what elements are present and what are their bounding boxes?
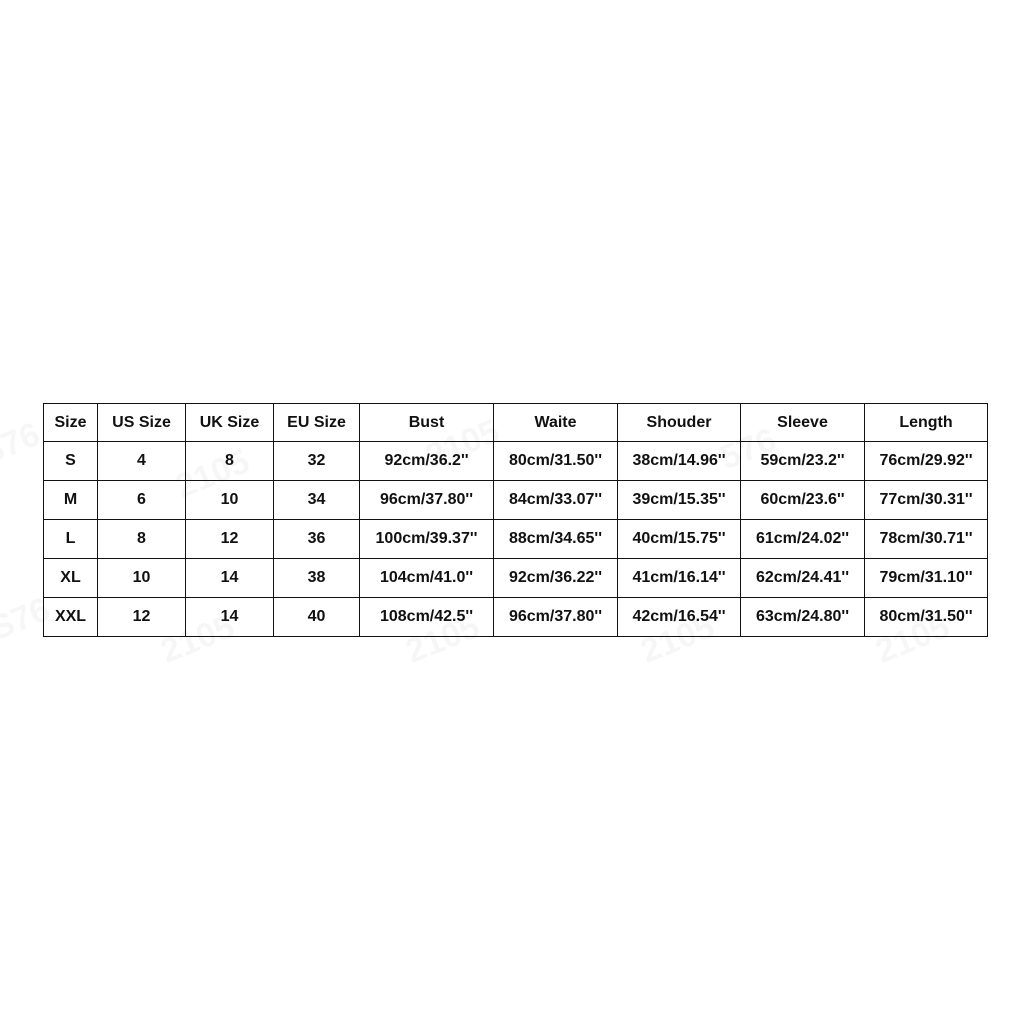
- size-chart-table: [43, 403, 988, 637]
- cell-size: XXL: [44, 598, 98, 637]
- cell-sleeve: 63cm/24.80'': [741, 598, 865, 637]
- cell-waist: 88cm/34.65'': [494, 520, 618, 559]
- cell-bust: 92cm/36.2'': [360, 442, 494, 481]
- cell-waist: 84cm/33.07'': [494, 481, 618, 520]
- cell-us-size: 6: [98, 481, 186, 520]
- cell-waist: 92cm/36.22'': [494, 559, 618, 598]
- table-header-row: [44, 404, 988, 442]
- table-row: [44, 481, 988, 520]
- header-eu-size: EU Size: [274, 404, 360, 442]
- header-sleeve: Sleeve: [741, 404, 865, 442]
- cell-eu-size: 36: [274, 520, 360, 559]
- cell-sleeve: 62cm/24.41'': [741, 559, 865, 598]
- cell-shoulder: 39cm/15.35'': [618, 481, 741, 520]
- header-size: Size: [44, 404, 98, 442]
- header-uk-size: UK Size: [186, 404, 274, 442]
- cell-eu-size: 32: [274, 442, 360, 481]
- cell-uk-size: 12: [186, 520, 274, 559]
- header-us-size: US Size: [98, 404, 186, 442]
- cell-bust: 96cm/37.80'': [360, 481, 494, 520]
- table-row: [44, 442, 988, 481]
- cell-bust: 100cm/39.37'': [360, 520, 494, 559]
- cell-shoulder: 41cm/16.14'': [618, 559, 741, 598]
- cell-uk-size: 8: [186, 442, 274, 481]
- cell-length: 78cm/30.71'': [865, 520, 988, 559]
- cell-uk-size: 14: [186, 598, 274, 637]
- cell-waist: 96cm/37.80'': [494, 598, 618, 637]
- header-shoulder: Shouder: [618, 404, 741, 442]
- cell-shoulder: 40cm/15.75'': [618, 520, 741, 559]
- table-row: [44, 520, 988, 559]
- cell-sleeve: 59cm/23.2'': [741, 442, 865, 481]
- cell-eu-size: 34: [274, 481, 360, 520]
- cell-sleeve: 60cm/23.6'': [741, 481, 865, 520]
- cell-shoulder: 42cm/16.54'': [618, 598, 741, 637]
- cell-us-size: 4: [98, 442, 186, 481]
- cell-eu-size: 40: [274, 598, 360, 637]
- cell-bust: 108cm/42.5'': [360, 598, 494, 637]
- cell-sleeve: 61cm/24.02'': [741, 520, 865, 559]
- cell-size: S: [44, 442, 98, 481]
- watermark: [0, 415, 46, 474]
- cell-uk-size: 10: [186, 481, 274, 520]
- cell-us-size: 8: [98, 520, 186, 559]
- cell-size: L: [44, 520, 98, 559]
- header-bust: Bust: [360, 404, 494, 442]
- cell-uk-size: 14: [186, 559, 274, 598]
- cell-length: 77cm/30.31'': [865, 481, 988, 520]
- table-row: [44, 598, 988, 637]
- cell-shoulder: 38cm/14.96'': [618, 442, 741, 481]
- cell-eu-size: 38: [274, 559, 360, 598]
- cell-us-size: 10: [98, 559, 186, 598]
- cell-size: M: [44, 481, 98, 520]
- cell-us-size: 12: [98, 598, 186, 637]
- header-waist: Waite: [494, 404, 618, 442]
- cell-waist: 80cm/31.50'': [494, 442, 618, 481]
- cell-size: XL: [44, 559, 98, 598]
- header-length: Length: [865, 404, 988, 442]
- cell-bust: 104cm/41.0'': [360, 559, 494, 598]
- cell-length: 80cm/31.50'': [865, 598, 988, 637]
- cell-length: 79cm/31.10'': [865, 559, 988, 598]
- table-row: [44, 559, 988, 598]
- cell-length: 76cm/29.92'': [865, 442, 988, 481]
